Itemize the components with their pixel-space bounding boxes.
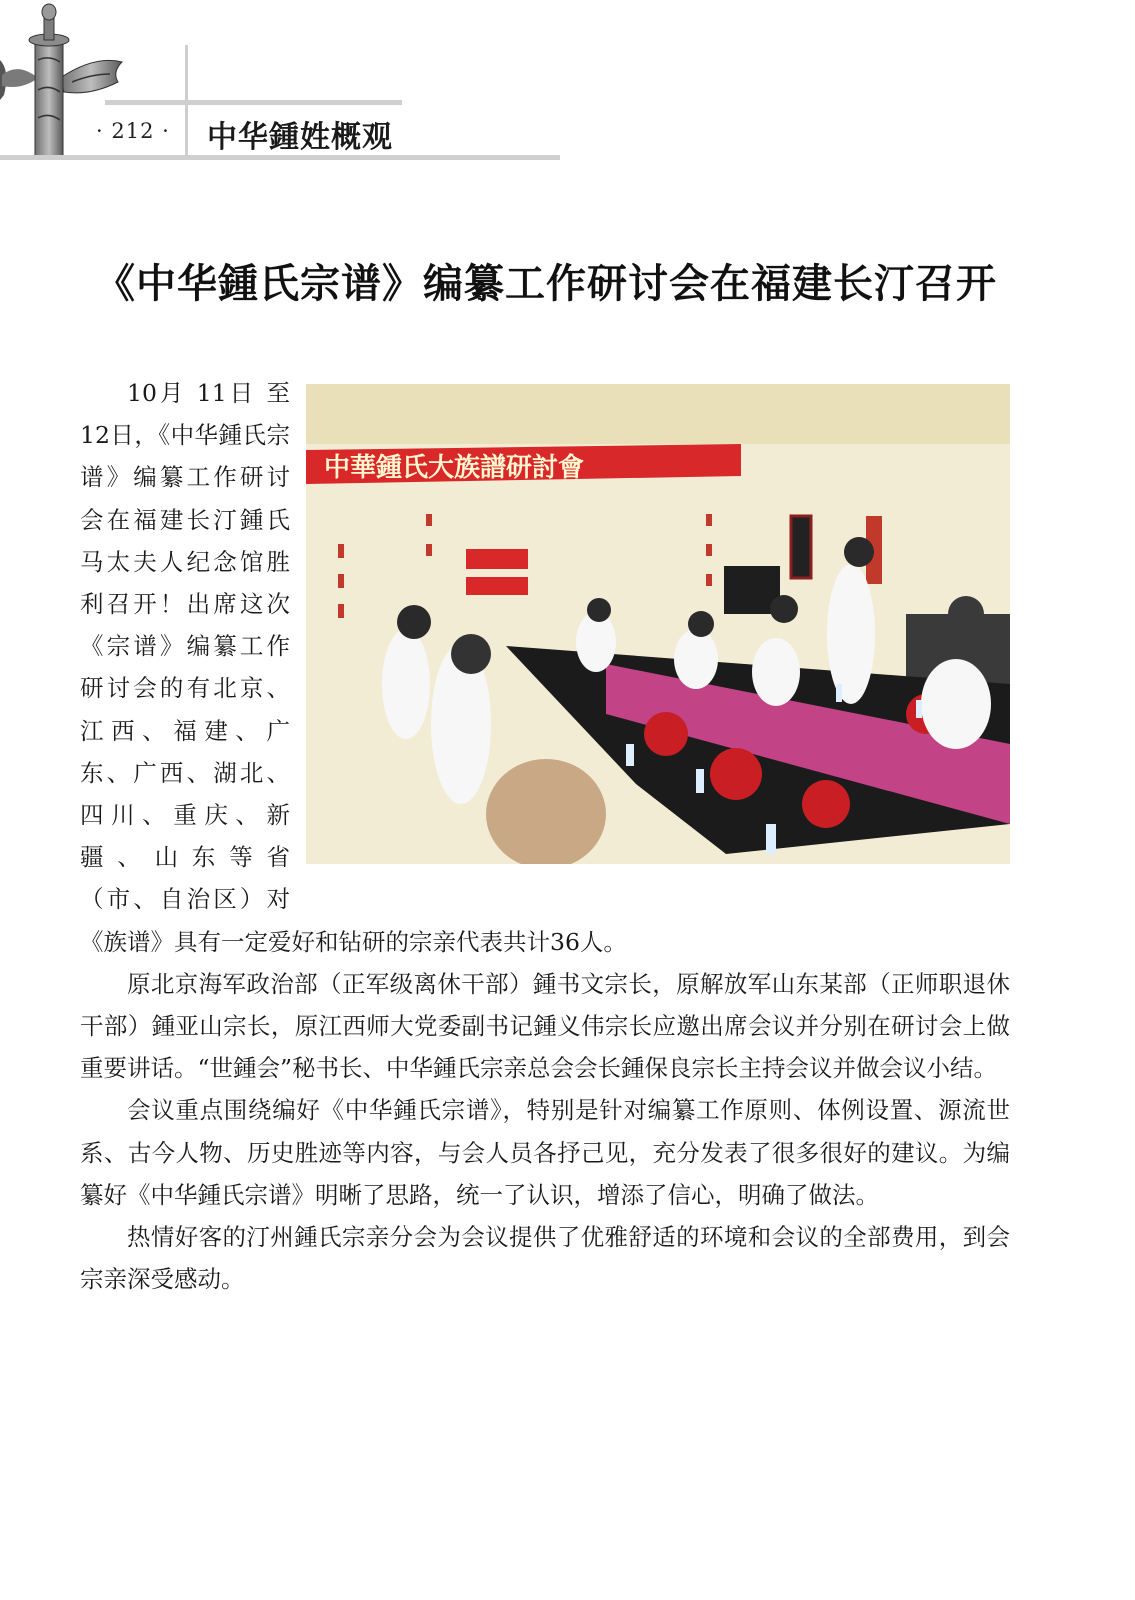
wall-sign-1: [466, 549, 528, 569]
wall-sign-2: [466, 577, 528, 595]
calligraphy-scroll-1: [791, 516, 811, 578]
page-header: [0, 0, 600, 175]
article-title: 《中华鍾氏宗谱》编纂工作研讨会在福建长汀召开: [95, 261, 997, 307]
page-number: · 212 ·: [96, 119, 170, 143]
article-body: [80, 372, 1010, 1300]
paragraph-1: 10月 11日 至 12日，《中华鍾氏宗谱》编纂工作研讨会在福建长汀鍾氏马太夫人纪念馆胜利召开！出席这次《宗谱》编纂工作研讨会的有北京、江西、福建、广东、广西、湖北、四川、重庆、新疆、山东等省（市、自治区）对《族谱》具有一定爱好和钻研的宗亲代表共计36人。: [80, 379, 627, 956]
paragraph-2: 原北京海军政治部（正军级离休干部）鍾书文宗长，原解放军山东某部（正师职退休干部）鍾亚山宗长，原江西师大党委副书记鍾义伟宗长应邀出席会议并分别在研讨会上做重要讲话。“世鍾会”秘书长、中华鍾氏宗亲总会会长鍾保良宗长主持会议并做会议小结。: [80, 969, 1010, 1083]
meeting-photo-image: [306, 384, 1010, 864]
paragraph-4: 热情好客的汀州鍾氏宗亲分会为会议提供了优雅舒适的环境和会议的全部费用，到会宗亲深受感动。: [80, 1223, 1010, 1294]
photo-banner-text: 中華鍾氏大族譜研討會: [324, 453, 585, 483]
meeting-photo: [306, 384, 1010, 871]
photo-ceiling: [306, 384, 1010, 444]
header-rule-top: [105, 100, 402, 105]
paragraph-3: 会议重点围绕编好《中华鍾氏宗谱》，特别是针对编纂工作原则、体例设置、源流世系、古今人物、历史胜迹等内容，与会人员各抒己见，充分发表了很多很好的建议。为编纂好《中华鍾氏宗谱》明晰了思路，统一了认识，增添了信心，明确了做法。: [80, 1096, 1010, 1209]
book-title: 中华鍾姓概观: [207, 120, 393, 155]
header-rule-vertical: [185, 45, 188, 157]
